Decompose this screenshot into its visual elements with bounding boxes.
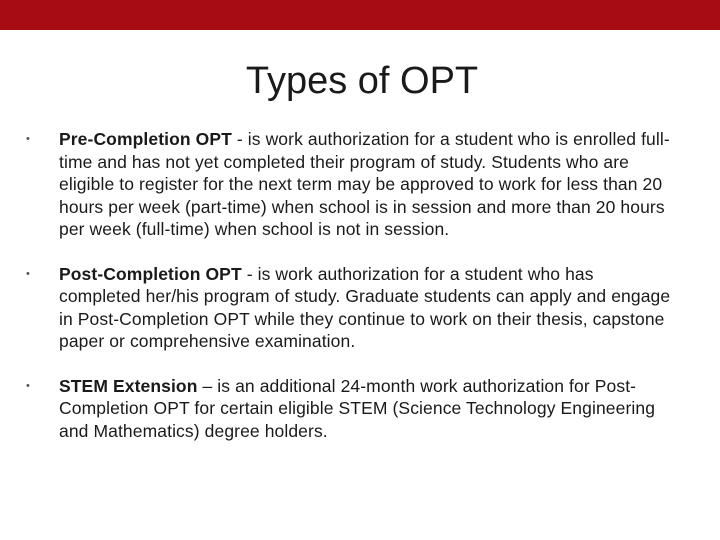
bullet-dot-icon: • — [26, 379, 30, 392]
bullet-list — [26, 128, 676, 442]
slide-title: Types of OPT — [245, 60, 479, 102]
bullet-item-post-completion — [26, 263, 676, 353]
bullet-term: Pre-Completion OPT — [59, 129, 232, 149]
bullet-item-stem-extension — [26, 375, 676, 443]
bullet-dot-icon: • — [26, 133, 30, 145]
bullet-dot-icon: • — [26, 267, 30, 280]
bullet-text: - is work authorization for a student who has completed her/his program of study. Graduate students can apply and engage in Post-Completion OPT while they continue to work on their thesis, capstone paper or comprehensive examination. — [59, 263, 671, 351]
bullet-text: - is work authorization for a student who is enrolled full-time and has not yet completed their program of study. Students who are eligible to register for the next term may be approved to work for less than 20 hours per week (part-time) when school is in session and more than 20 hours per week (full-time) when school is not in session. — [59, 129, 670, 239]
bullet-term: STEM Extension — [59, 375, 198, 396]
bullet-text: – is an additional 24-month work authorization for Post-Completion OPT for certain eligible STEM (Science Technology Engineering and Mathematics) degree holders. — [59, 375, 656, 441]
bullet-term: Post-Completion OPT — [59, 263, 242, 284]
bullet-item-pre-completion — [26, 128, 676, 241]
header-accent-bar — [0, 0, 720, 30]
